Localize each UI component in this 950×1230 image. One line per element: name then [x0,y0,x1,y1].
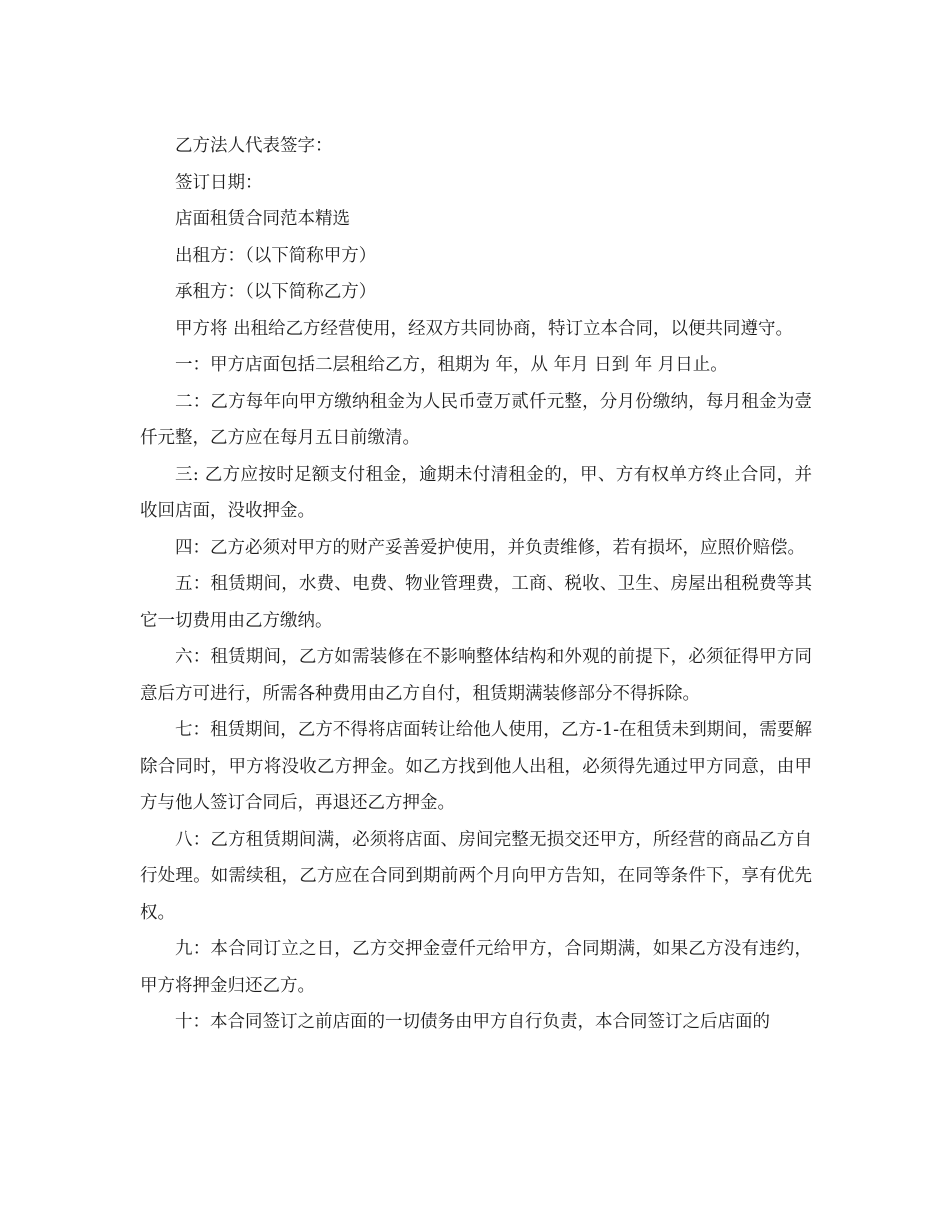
clause-4: 四：乙方必须对甲方的财产妥善爱护使用，并负责维修，若有损坏，应照价赔偿。 [175,537,805,558]
clause-5: 五：租赁期间，水费、电费、物业管理费，工商、税收、卫生、房屋出租税费等其它一切费用由乙方缴纳。 [140,574,812,631]
clause-8: 八：乙方租赁期间满，必须将店面、房间完整无损交还甲方，所经营的商品乙方自行处理。如需续租，乙方应在合同到期前两个月向甲方告知，在同等条件下，享有优先权。 [140,829,812,923]
clause-9: 九：本合同订立之日，乙方交押金壹仟元给甲方，合同期满，如果乙方没有违约，甲方将押金归还乙方。 [140,939,812,996]
document-body [140,128,812,1041]
clause-3: 三: 乙方应按时足额支付租金，逾期未付清租金的，甲、方有权单方终止合同，并收回店面，没收押金。 [140,464,812,521]
lessor-line: 出租方：（以下简称甲方） [175,245,377,266]
lessee-line: 承租方：（以下简称乙方） [175,282,377,302]
clause-7: 七：租赁期间，乙方不得将店面转让给他人使用，乙方-1-在租赁未到期间，需要解除合同时，甲方将没收乙方押金。如乙方找到他人出租，必须得先通过甲方同意，由甲方与他人签订合同后，再退还乙方押金。 [140,720,812,813]
clause-1: 一：甲方店面包括二层租给乙方，租期为 年，从 年月 日到 年 月日止。 [175,355,728,375]
signature-line: 乙方法人代表签字： [175,136,333,156]
clause-2: 二：乙方每年向甲方缴纳租金为人民币壹万贰仟元整，分月份缴纳，每月租金为壹仟元整，乙方应在每月五日前缴清。 [140,391,812,448]
clause-10: 十：本合同签订之前店面的一切债务由甲方自行负责，本合同签订之后店面的 [175,1012,770,1032]
clause-6: 六：租赁期间，乙方如需装修在不影响整体结构和外观的前提下，必须征得甲方同意后方可进行，所需各种费用由乙方自付，租赁期满装修部分不得拆除。 [140,647,812,704]
document-title: 店面租赁合同范本精选 [175,209,350,229]
sign-date-line: 签订日期： [175,172,263,193]
intro-paragraph: 甲方将 出租给乙方经营使用，经双方共同协商，特订立本合同，以便共同遵守。 [175,318,794,339]
